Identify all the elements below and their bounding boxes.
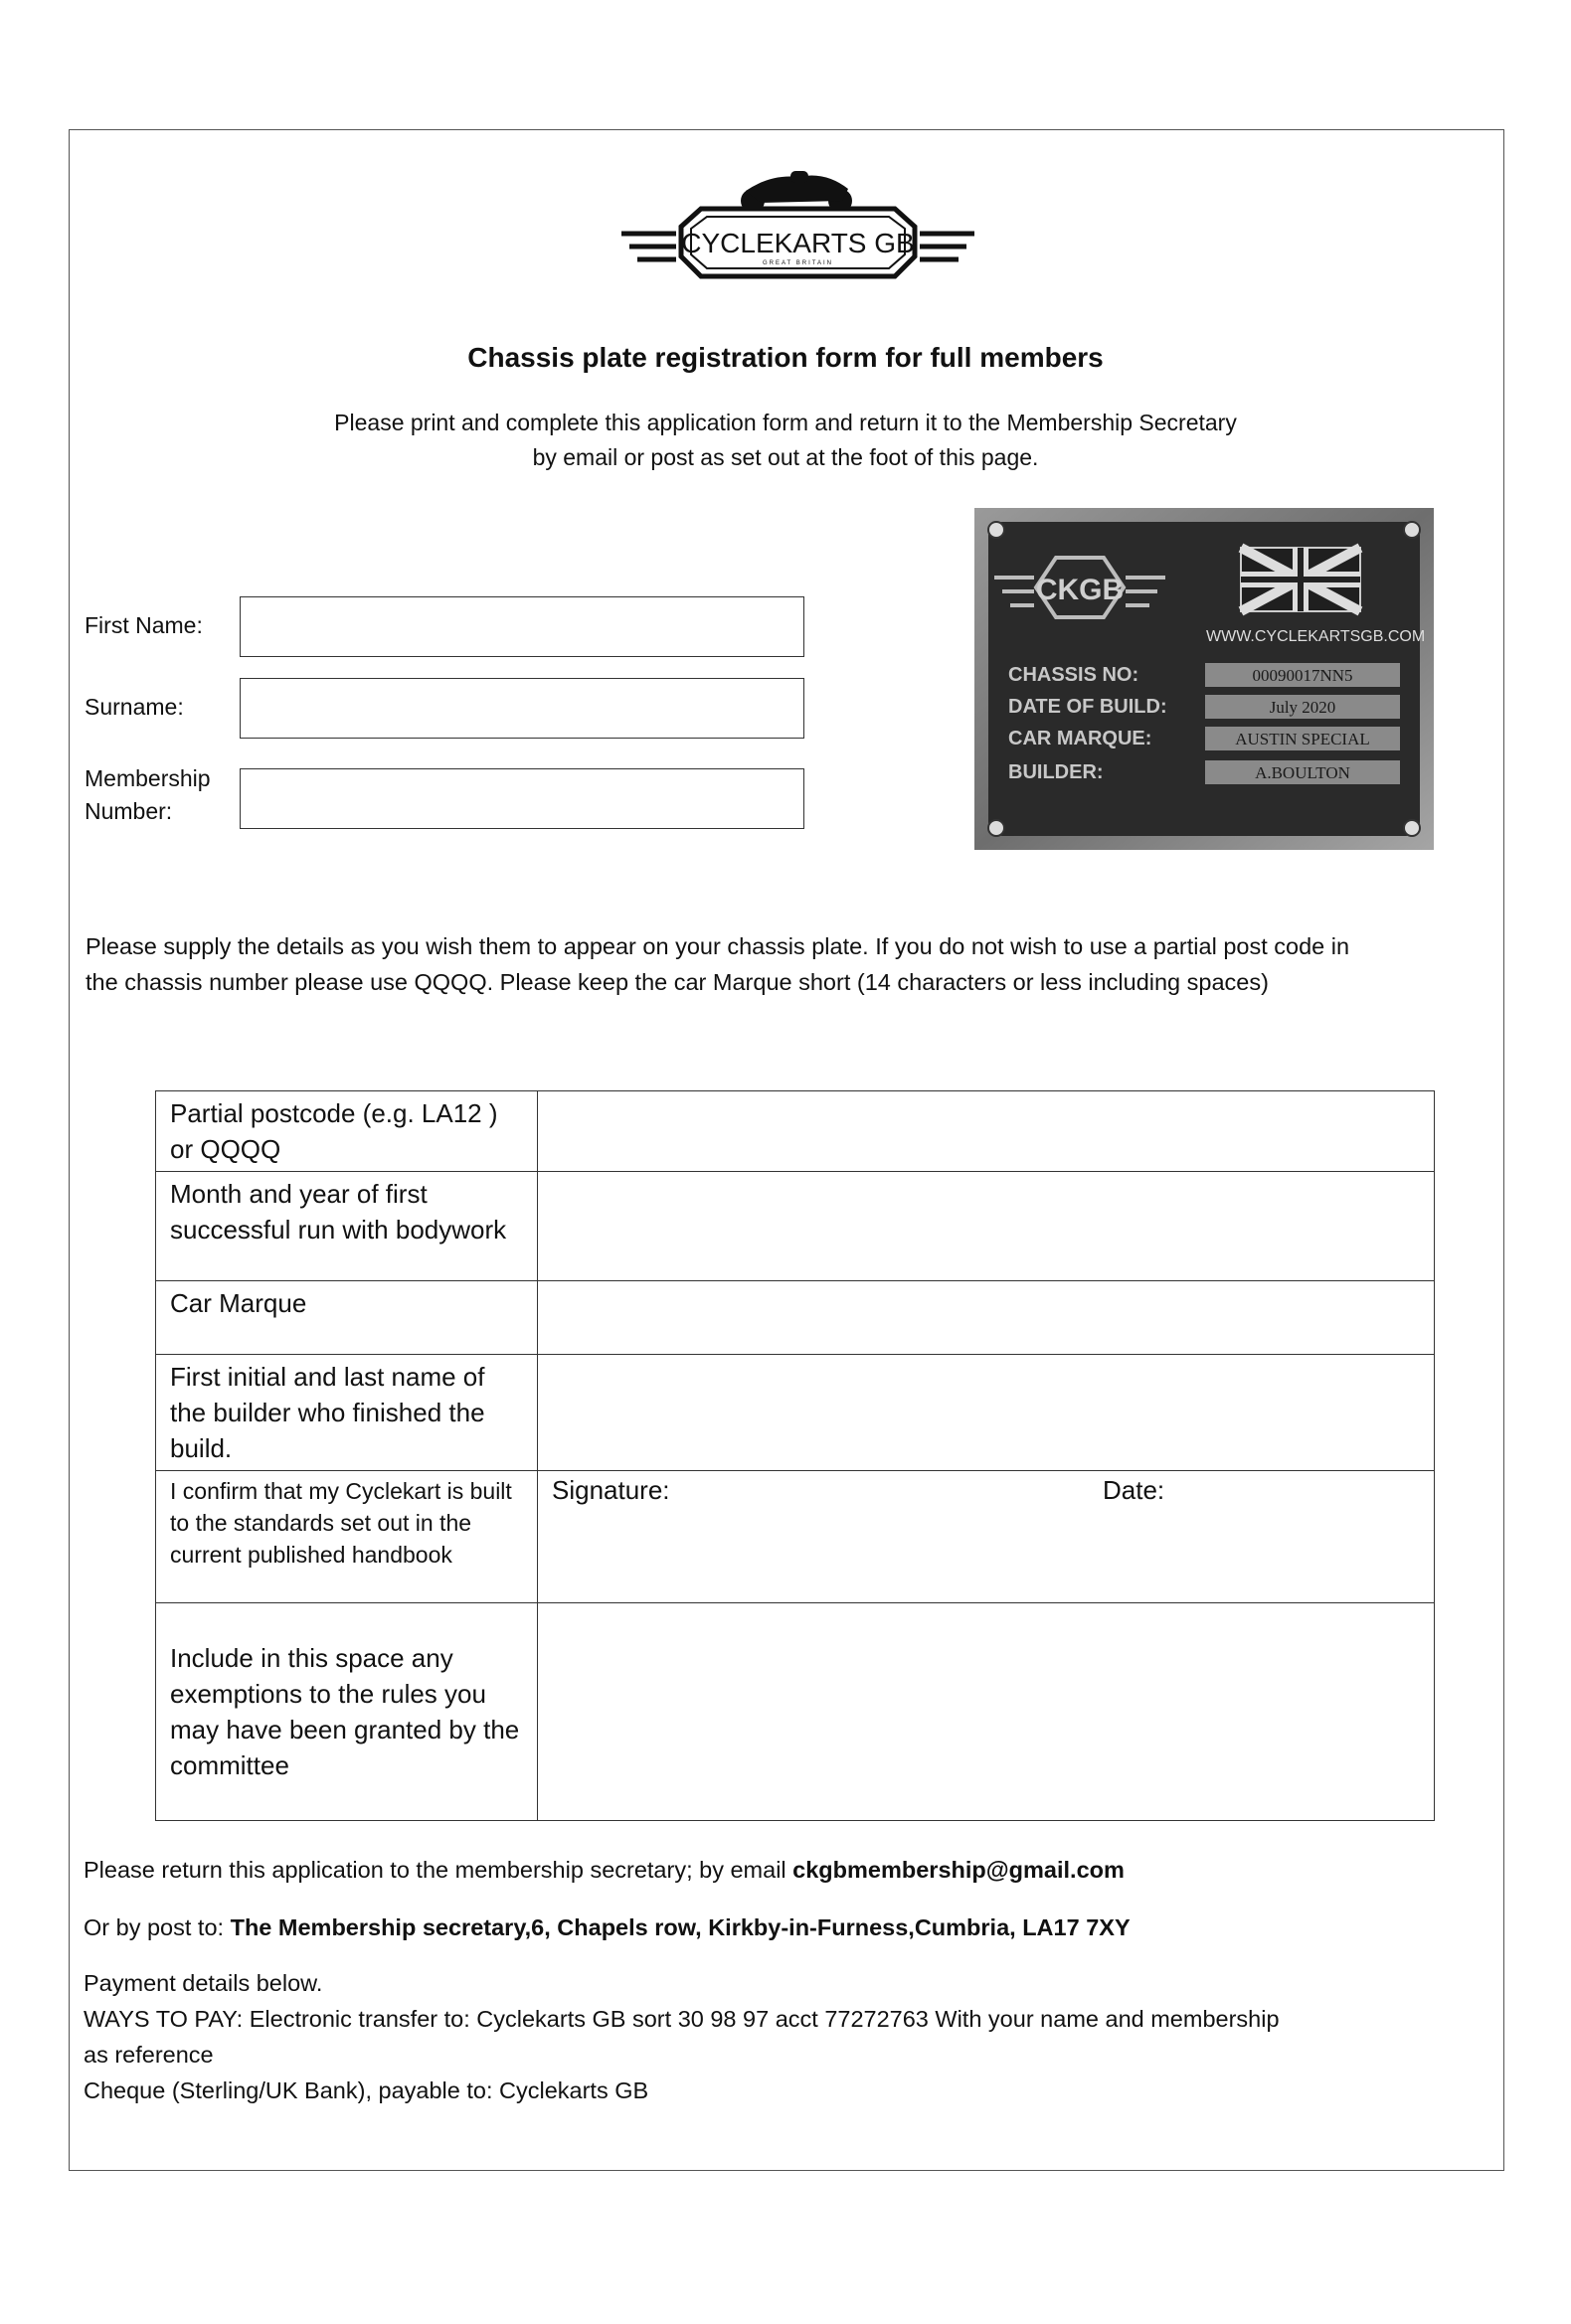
svg-text:CHASSIS NO:: CHASSIS NO: — [1008, 664, 1139, 686]
payment-details: Payment details below. WAYS TO PAY: Electronic transfer to: Cyclekarts GB sort 30 98 97 acct 77272763 With your name and membership as reference Cheque (Sterling/UK Bank), payable to: Cyclekarts GB — [84, 1970, 1280, 2103]
membership-number-field[interactable] — [240, 768, 804, 829]
confirm-label: I confirm that my Cyclekart is built to the standards set out in the current published handbook — [156, 1471, 538, 1603]
first-name-field[interactable] — [240, 596, 804, 657]
svg-text:CYCLEKARTS GB: CYCLEKARTS GB — [681, 228, 915, 258]
postcode-label: Partial postcode (e.g. LA12 ) or QQQQ — [156, 1091, 538, 1172]
signature-label: Signature: — [552, 1475, 670, 1505]
table-row — [156, 1355, 1435, 1471]
membership-number-label: Membership Number: — [85, 765, 211, 824]
svg-text:GREAT BRITAIN: GREAT BRITAIN — [762, 260, 834, 266]
svg-text:CAR MARQUE:: CAR MARQUE: — [1008, 728, 1152, 749]
svg-text:CKGB: CKGB — [1035, 574, 1125, 606]
first-name-label: First Name: — [85, 612, 203, 638]
chassis-plate-image — [974, 508, 1434, 850]
return-email-line: Please return this application to the membership secretary; by email ckgbmembership@gmail.com — [84, 1857, 1125, 1883]
table-row — [156, 1281, 1435, 1355]
svg-text:00090017NN5: 00090017NN5 — [1252, 666, 1353, 685]
svg-text:A.BOULTON: A.BOULTON — [1255, 763, 1350, 782]
chassis-instructions: Please supply the details as you wish them to appear on your chassis plate. If you do not wish to use a partial post code in the chassis number please use QQQQ. Please keep the car Marque short (14 characters or less including spaces) — [86, 933, 1350, 995]
first-run-label: Month and year of first successful run with bodywork — [156, 1172, 538, 1281]
table-row — [156, 1091, 1435, 1172]
membership-email-link[interactable]: ckgbmembership@gmail.com — [792, 1857, 1125, 1883]
date-label: Date: — [1103, 1475, 1165, 1505]
car-marque-label: Car Marque — [156, 1281, 538, 1355]
signature-cell[interactable] — [538, 1471, 1435, 1603]
table-row — [156, 1172, 1435, 1281]
table-row — [156, 1603, 1435, 1821]
postal-address: The Membership secretary,6, Chapels row, Kirkby-in-Furness,Cumbria, LA17 7XY — [230, 1914, 1131, 1940]
svg-text:WWW.CYCLEKARTSGB.COM: WWW.CYCLEKARTSGB.COM — [1206, 628, 1426, 645]
form-title: Chassis plate registration form for full members — [467, 342, 1104, 373]
builder-label: First initial and last name of the builder who finished the build. — [156, 1355, 538, 1471]
car-marque-field[interactable] — [538, 1281, 1435, 1355]
builder-field[interactable] — [538, 1355, 1435, 1471]
form-intro: Please print and complete this application form and return it to the Membership Secretary by email or post as set out at the foot of this page. — [334, 410, 1237, 470]
cyclekarts-logo — [621, 169, 974, 313]
registration-table — [155, 1090, 1435, 1821]
svg-text:AUSTIN SPECIAL: AUSTIN SPECIAL — [1235, 730, 1370, 748]
union-flag-icon — [1241, 548, 1360, 611]
svg-text:DATE OF BUILD:: DATE OF BUILD: — [1008, 696, 1167, 718]
exemptions-label: Include in this space any exemptions to the rules you may have been granted by the committee — [156, 1603, 538, 1821]
svg-text:BUILDER:: BUILDER: — [1008, 761, 1104, 783]
exemptions-field[interactable] — [538, 1603, 1435, 1821]
surname-field[interactable] — [240, 678, 804, 739]
first-run-field[interactable] — [538, 1172, 1435, 1281]
postcode-field[interactable] — [538, 1091, 1435, 1172]
return-post-line: Or by post to: The Membership secretary,6, Chapels row, Kirkby-in-Furness,Cumbria, LA17 7XY — [84, 1914, 1131, 1940]
svg-text:July 2020: July 2020 — [1269, 698, 1336, 717]
table-row — [156, 1471, 1435, 1603]
surname-label: Surname: — [85, 694, 184, 720]
